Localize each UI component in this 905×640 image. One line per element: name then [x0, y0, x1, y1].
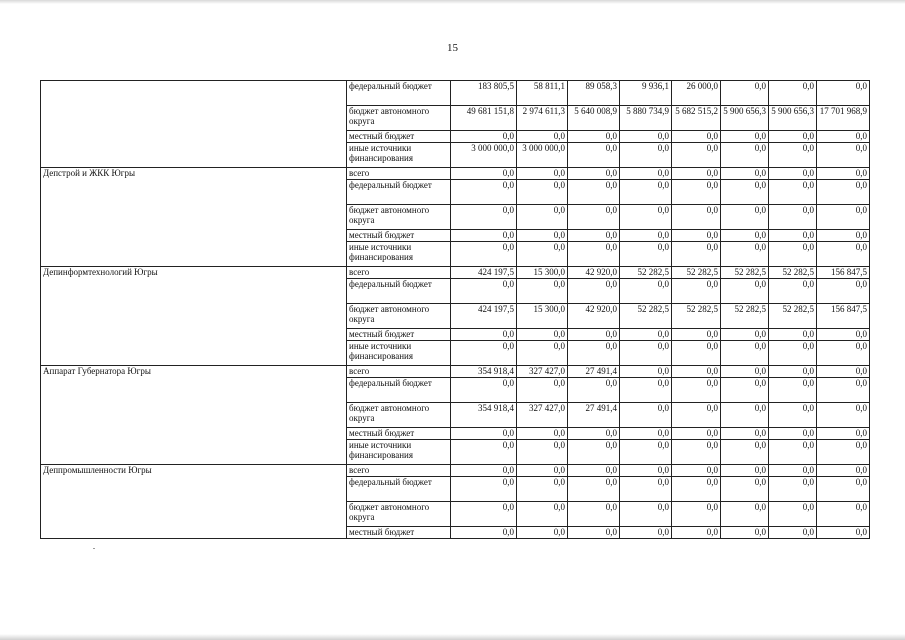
- amount-cell: 0,0: [517, 279, 568, 304]
- amount-cell: 0,0: [672, 131, 721, 143]
- funding-source-cell: местный бюджет: [347, 428, 451, 440]
- amount-cell: 0,0: [672, 279, 721, 304]
- organization-cell: Аппарат Губернатора Югры: [41, 366, 347, 465]
- amount-cell: 183 805,5: [451, 81, 517, 106]
- amount-cell: 0,0: [817, 242, 870, 267]
- amount-cell: 0,0: [672, 205, 721, 230]
- amount-cell: 0,0: [620, 440, 672, 465]
- amount-cell: 0,0: [769, 477, 817, 502]
- funding-source-cell: местный бюджет: [347, 329, 451, 341]
- amount-cell: 0,0: [451, 242, 517, 267]
- amount-cell: 0,0: [568, 180, 620, 205]
- amount-cell: 5 880 734,9: [620, 106, 672, 131]
- amount-cell: 0,0: [769, 205, 817, 230]
- amount-cell: 156 847,5: [817, 267, 870, 279]
- amount-cell: 0,0: [817, 180, 870, 205]
- page-number: 15: [447, 42, 458, 54]
- amount-cell: 327 427,0: [517, 403, 568, 428]
- amount-cell: 0,0: [672, 428, 721, 440]
- amount-cell: 0,0: [817, 527, 870, 539]
- amount-cell: 0,0: [721, 279, 769, 304]
- amount-cell: 0,0: [672, 502, 721, 527]
- amount-cell: 0,0: [672, 378, 721, 403]
- table-body: [41, 81, 870, 539]
- amount-cell: 0,0: [721, 428, 769, 440]
- amount-cell: 52 282,5: [721, 304, 769, 329]
- scan-edge-bottom: [0, 634, 905, 640]
- funding-source-cell: бюджет автономного округа: [347, 502, 451, 527]
- funding-source-cell: всего: [347, 267, 451, 279]
- amount-cell: 0,0: [517, 428, 568, 440]
- funding-source-cell: иные источники финансирования: [347, 341, 451, 366]
- amount-cell: 0,0: [517, 205, 568, 230]
- amount-cell: 0,0: [817, 143, 870, 168]
- amount-cell: 0,0: [620, 378, 672, 403]
- amount-cell: 0,0: [769, 366, 817, 378]
- amount-cell: 0,0: [620, 279, 672, 304]
- amount-cell: 156 847,5: [817, 304, 870, 329]
- amount-cell: 0,0: [517, 230, 568, 242]
- amount-cell: 0,0: [769, 242, 817, 267]
- amount-cell: 0,0: [817, 168, 870, 180]
- amount-cell: 0,0: [769, 279, 817, 304]
- amount-cell: 26 000,0: [672, 81, 721, 106]
- amount-cell: 0,0: [568, 477, 620, 502]
- amount-cell: 0,0: [451, 465, 517, 477]
- amount-cell: 0,0: [769, 378, 817, 403]
- amount-cell: 0,0: [672, 440, 721, 465]
- amount-cell: 0,0: [451, 527, 517, 539]
- amount-cell: 0,0: [721, 180, 769, 205]
- amount-cell: 0,0: [721, 440, 769, 465]
- amount-cell: 0,0: [721, 366, 769, 378]
- amount-cell: 0,0: [568, 168, 620, 180]
- amount-cell: 0,0: [451, 502, 517, 527]
- table-row: [41, 81, 870, 106]
- funding-source-cell: местный бюджет: [347, 131, 451, 143]
- amount-cell: 0,0: [672, 403, 721, 428]
- amount-cell: 0,0: [517, 180, 568, 205]
- amount-cell: 0,0: [817, 81, 870, 106]
- amount-cell: 0,0: [568, 527, 620, 539]
- amount-cell: 0,0: [721, 242, 769, 267]
- amount-cell: 17 701 968,9: [817, 106, 870, 131]
- amount-cell: 42 920,0: [568, 267, 620, 279]
- funding-source-cell: местный бюджет: [347, 527, 451, 539]
- amount-cell: 3 000 000,0: [517, 143, 568, 168]
- organization-cell: Депстрой и ЖКК Югры: [41, 168, 347, 267]
- amount-cell: 0,0: [769, 440, 817, 465]
- amount-cell: 0,0: [620, 403, 672, 428]
- amount-cell: 0,0: [568, 341, 620, 366]
- budget-table: [40, 80, 870, 539]
- amount-cell: 0,0: [769, 143, 817, 168]
- funding-source-cell: бюджет автономного округа: [347, 403, 451, 428]
- amount-cell: 0,0: [817, 131, 870, 143]
- amount-cell: 0,0: [451, 341, 517, 366]
- funding-source-cell: федеральный бюджет: [347, 180, 451, 205]
- amount-cell: 354 918,4: [451, 366, 517, 378]
- amount-cell: 0,0: [769, 341, 817, 366]
- amount-cell: 52 282,5: [721, 267, 769, 279]
- amount-cell: 0,0: [672, 230, 721, 242]
- amount-cell: 0,0: [517, 329, 568, 341]
- amount-cell: 0,0: [817, 465, 870, 477]
- amount-cell: 0,0: [721, 230, 769, 242]
- amount-cell: 0,0: [620, 180, 672, 205]
- amount-cell: 0,0: [568, 131, 620, 143]
- amount-cell: 0,0: [817, 477, 870, 502]
- amount-cell: 0,0: [517, 242, 568, 267]
- amount-cell: 0,0: [672, 242, 721, 267]
- amount-cell: 0,0: [721, 143, 769, 168]
- amount-cell: 15 300,0: [517, 267, 568, 279]
- amount-cell: 0,0: [817, 378, 870, 403]
- amount-cell: 0,0: [721, 403, 769, 428]
- funding-source-cell: федеральный бюджет: [347, 378, 451, 403]
- amount-cell: 58 811,1: [517, 81, 568, 106]
- amount-cell: 5 682 515,2: [672, 106, 721, 131]
- amount-cell: 0,0: [620, 527, 672, 539]
- amount-cell: 0,0: [517, 440, 568, 465]
- amount-cell: 424 197,5: [451, 267, 517, 279]
- amount-cell: 0,0: [672, 527, 721, 539]
- amount-cell: 0,0: [721, 502, 769, 527]
- amount-cell: 0,0: [672, 465, 721, 477]
- amount-cell: 0,0: [620, 131, 672, 143]
- amount-cell: 0,0: [620, 205, 672, 230]
- amount-cell: 5 900 656,3: [769, 106, 817, 131]
- amount-cell: 0,0: [672, 143, 721, 168]
- table-row: [41, 168, 870, 180]
- funding-source-cell: иные источники финансирования: [347, 440, 451, 465]
- amount-cell: 0,0: [517, 477, 568, 502]
- amount-cell: 0,0: [721, 477, 769, 502]
- funding-source-cell: всего: [347, 366, 451, 378]
- amount-cell: 27 491,4: [568, 403, 620, 428]
- funding-source-cell: местный бюджет: [347, 230, 451, 242]
- amount-cell: 0,0: [517, 341, 568, 366]
- amount-cell: 52 282,5: [672, 267, 721, 279]
- amount-cell: 0,0: [451, 477, 517, 502]
- amount-cell: 0,0: [672, 180, 721, 205]
- amount-cell: 0,0: [568, 440, 620, 465]
- amount-cell: 0,0: [517, 378, 568, 403]
- amount-cell: 0,0: [620, 143, 672, 168]
- amount-cell: 0,0: [451, 168, 517, 180]
- amount-cell: 0,0: [451, 378, 517, 403]
- amount-cell: 0,0: [568, 143, 620, 168]
- funding-source-cell: бюджет автономного округа: [347, 205, 451, 230]
- amount-cell: 0,0: [451, 230, 517, 242]
- funding-source-cell: федеральный бюджет: [347, 477, 451, 502]
- table-row: [41, 366, 870, 378]
- funding-source-cell: иные источники финансирования: [347, 143, 451, 168]
- funding-source-cell: бюджет автономного округа: [347, 106, 451, 131]
- amount-cell: 9 936,1: [620, 81, 672, 106]
- amount-cell: 0,0: [817, 341, 870, 366]
- amount-cell: 5 640 008,9: [568, 106, 620, 131]
- amount-cell: 0,0: [451, 180, 517, 205]
- amount-cell: 0,0: [568, 378, 620, 403]
- amount-cell: 2 974 611,3: [517, 106, 568, 131]
- organization-cell: [41, 81, 347, 168]
- amount-cell: 0,0: [517, 465, 568, 477]
- amount-cell: 0,0: [568, 230, 620, 242]
- amount-cell: 0,0: [817, 403, 870, 428]
- funding-source-cell: федеральный бюджет: [347, 279, 451, 304]
- amount-cell: 52 282,5: [769, 304, 817, 329]
- funding-source-cell: всего: [347, 168, 451, 180]
- amount-cell: 354 918,4: [451, 403, 517, 428]
- funding-source-cell: бюджет автономного округа: [347, 304, 451, 329]
- amount-cell: 42 920,0: [568, 304, 620, 329]
- amount-cell: 0,0: [817, 502, 870, 527]
- amount-cell: 0,0: [721, 205, 769, 230]
- amount-cell: 0,0: [721, 378, 769, 403]
- amount-cell: 0,0: [620, 477, 672, 502]
- amount-cell: 52 282,5: [769, 267, 817, 279]
- funding-source-cell: иные источники финансирования: [347, 242, 451, 267]
- funding-source-cell: всего: [347, 465, 451, 477]
- amount-cell: 0,0: [769, 81, 817, 106]
- scan-speck: [93, 548, 95, 549]
- amount-cell: 0,0: [672, 329, 721, 341]
- amount-cell: 0,0: [769, 403, 817, 428]
- amount-cell: 0,0: [672, 366, 721, 378]
- amount-cell: 0,0: [672, 477, 721, 502]
- amount-cell: 0,0: [672, 168, 721, 180]
- amount-cell: 52 282,5: [620, 267, 672, 279]
- amount-cell: 0,0: [620, 242, 672, 267]
- amount-cell: 0,0: [620, 366, 672, 378]
- amount-cell: 15 300,0: [517, 304, 568, 329]
- amount-cell: 52 282,5: [672, 304, 721, 329]
- amount-cell: 0,0: [620, 230, 672, 242]
- table-row: [41, 267, 870, 279]
- amount-cell: 89 058,3: [568, 81, 620, 106]
- amount-cell: 0,0: [451, 131, 517, 143]
- organization-cell: Деппромышленности Югры: [41, 465, 347, 539]
- amount-cell: 0,0: [568, 205, 620, 230]
- amount-cell: 0,0: [568, 242, 620, 267]
- amount-cell: 0,0: [568, 329, 620, 341]
- amount-cell: 0,0: [769, 131, 817, 143]
- amount-cell: 0,0: [568, 465, 620, 477]
- amount-cell: 0,0: [817, 230, 870, 242]
- amount-cell: 0,0: [817, 366, 870, 378]
- amount-cell: 3 000 000,0: [451, 143, 517, 168]
- amount-cell: 0,0: [817, 440, 870, 465]
- amount-cell: 0,0: [721, 131, 769, 143]
- amount-cell: 0,0: [568, 279, 620, 304]
- amount-cell: 0,0: [620, 329, 672, 341]
- amount-cell: 0,0: [451, 428, 517, 440]
- amount-cell: 0,0: [568, 428, 620, 440]
- amount-cell: 0,0: [568, 502, 620, 527]
- amount-cell: 0,0: [517, 502, 568, 527]
- amount-cell: 0,0: [817, 279, 870, 304]
- amount-cell: 0,0: [769, 168, 817, 180]
- amount-cell: 0,0: [769, 180, 817, 205]
- amount-cell: 0,0: [451, 279, 517, 304]
- amount-cell: 0,0: [721, 81, 769, 106]
- scan-edge-top: [0, 0, 905, 4]
- amount-cell: 0,0: [517, 527, 568, 539]
- amount-cell: 49 681 151,8: [451, 106, 517, 131]
- amount-cell: 0,0: [769, 502, 817, 527]
- amount-cell: 5 900 656,3: [721, 106, 769, 131]
- amount-cell: 0,0: [769, 428, 817, 440]
- amount-cell: 0,0: [451, 205, 517, 230]
- amount-cell: 0,0: [769, 230, 817, 242]
- amount-cell: 0,0: [817, 329, 870, 341]
- amount-cell: 0,0: [769, 465, 817, 477]
- amount-cell: 0,0: [721, 527, 769, 539]
- amount-cell: 0,0: [620, 465, 672, 477]
- amount-cell: 52 282,5: [620, 304, 672, 329]
- amount-cell: 0,0: [620, 428, 672, 440]
- amount-cell: 0,0: [721, 168, 769, 180]
- funding-source-cell: федеральный бюджет: [347, 81, 451, 106]
- amount-cell: 0,0: [620, 168, 672, 180]
- amount-cell: 0,0: [451, 440, 517, 465]
- amount-cell: 0,0: [817, 428, 870, 440]
- amount-cell: 0,0: [517, 168, 568, 180]
- amount-cell: 0,0: [769, 329, 817, 341]
- table-row: [41, 465, 870, 477]
- amount-cell: 424 197,5: [451, 304, 517, 329]
- amount-cell: 0,0: [817, 205, 870, 230]
- amount-cell: 0,0: [721, 329, 769, 341]
- amount-cell: 0,0: [620, 502, 672, 527]
- amount-cell: 0,0: [517, 131, 568, 143]
- amount-cell: 0,0: [672, 341, 721, 366]
- amount-cell: 0,0: [721, 341, 769, 366]
- amount-cell: 0,0: [451, 329, 517, 341]
- amount-cell: 0,0: [620, 341, 672, 366]
- amount-cell: 27 491,4: [568, 366, 620, 378]
- amount-cell: 0,0: [769, 527, 817, 539]
- amount-cell: 327 427,0: [517, 366, 568, 378]
- amount-cell: 0,0: [721, 465, 769, 477]
- organization-cell: Депинформтехнологий Югры: [41, 267, 347, 366]
